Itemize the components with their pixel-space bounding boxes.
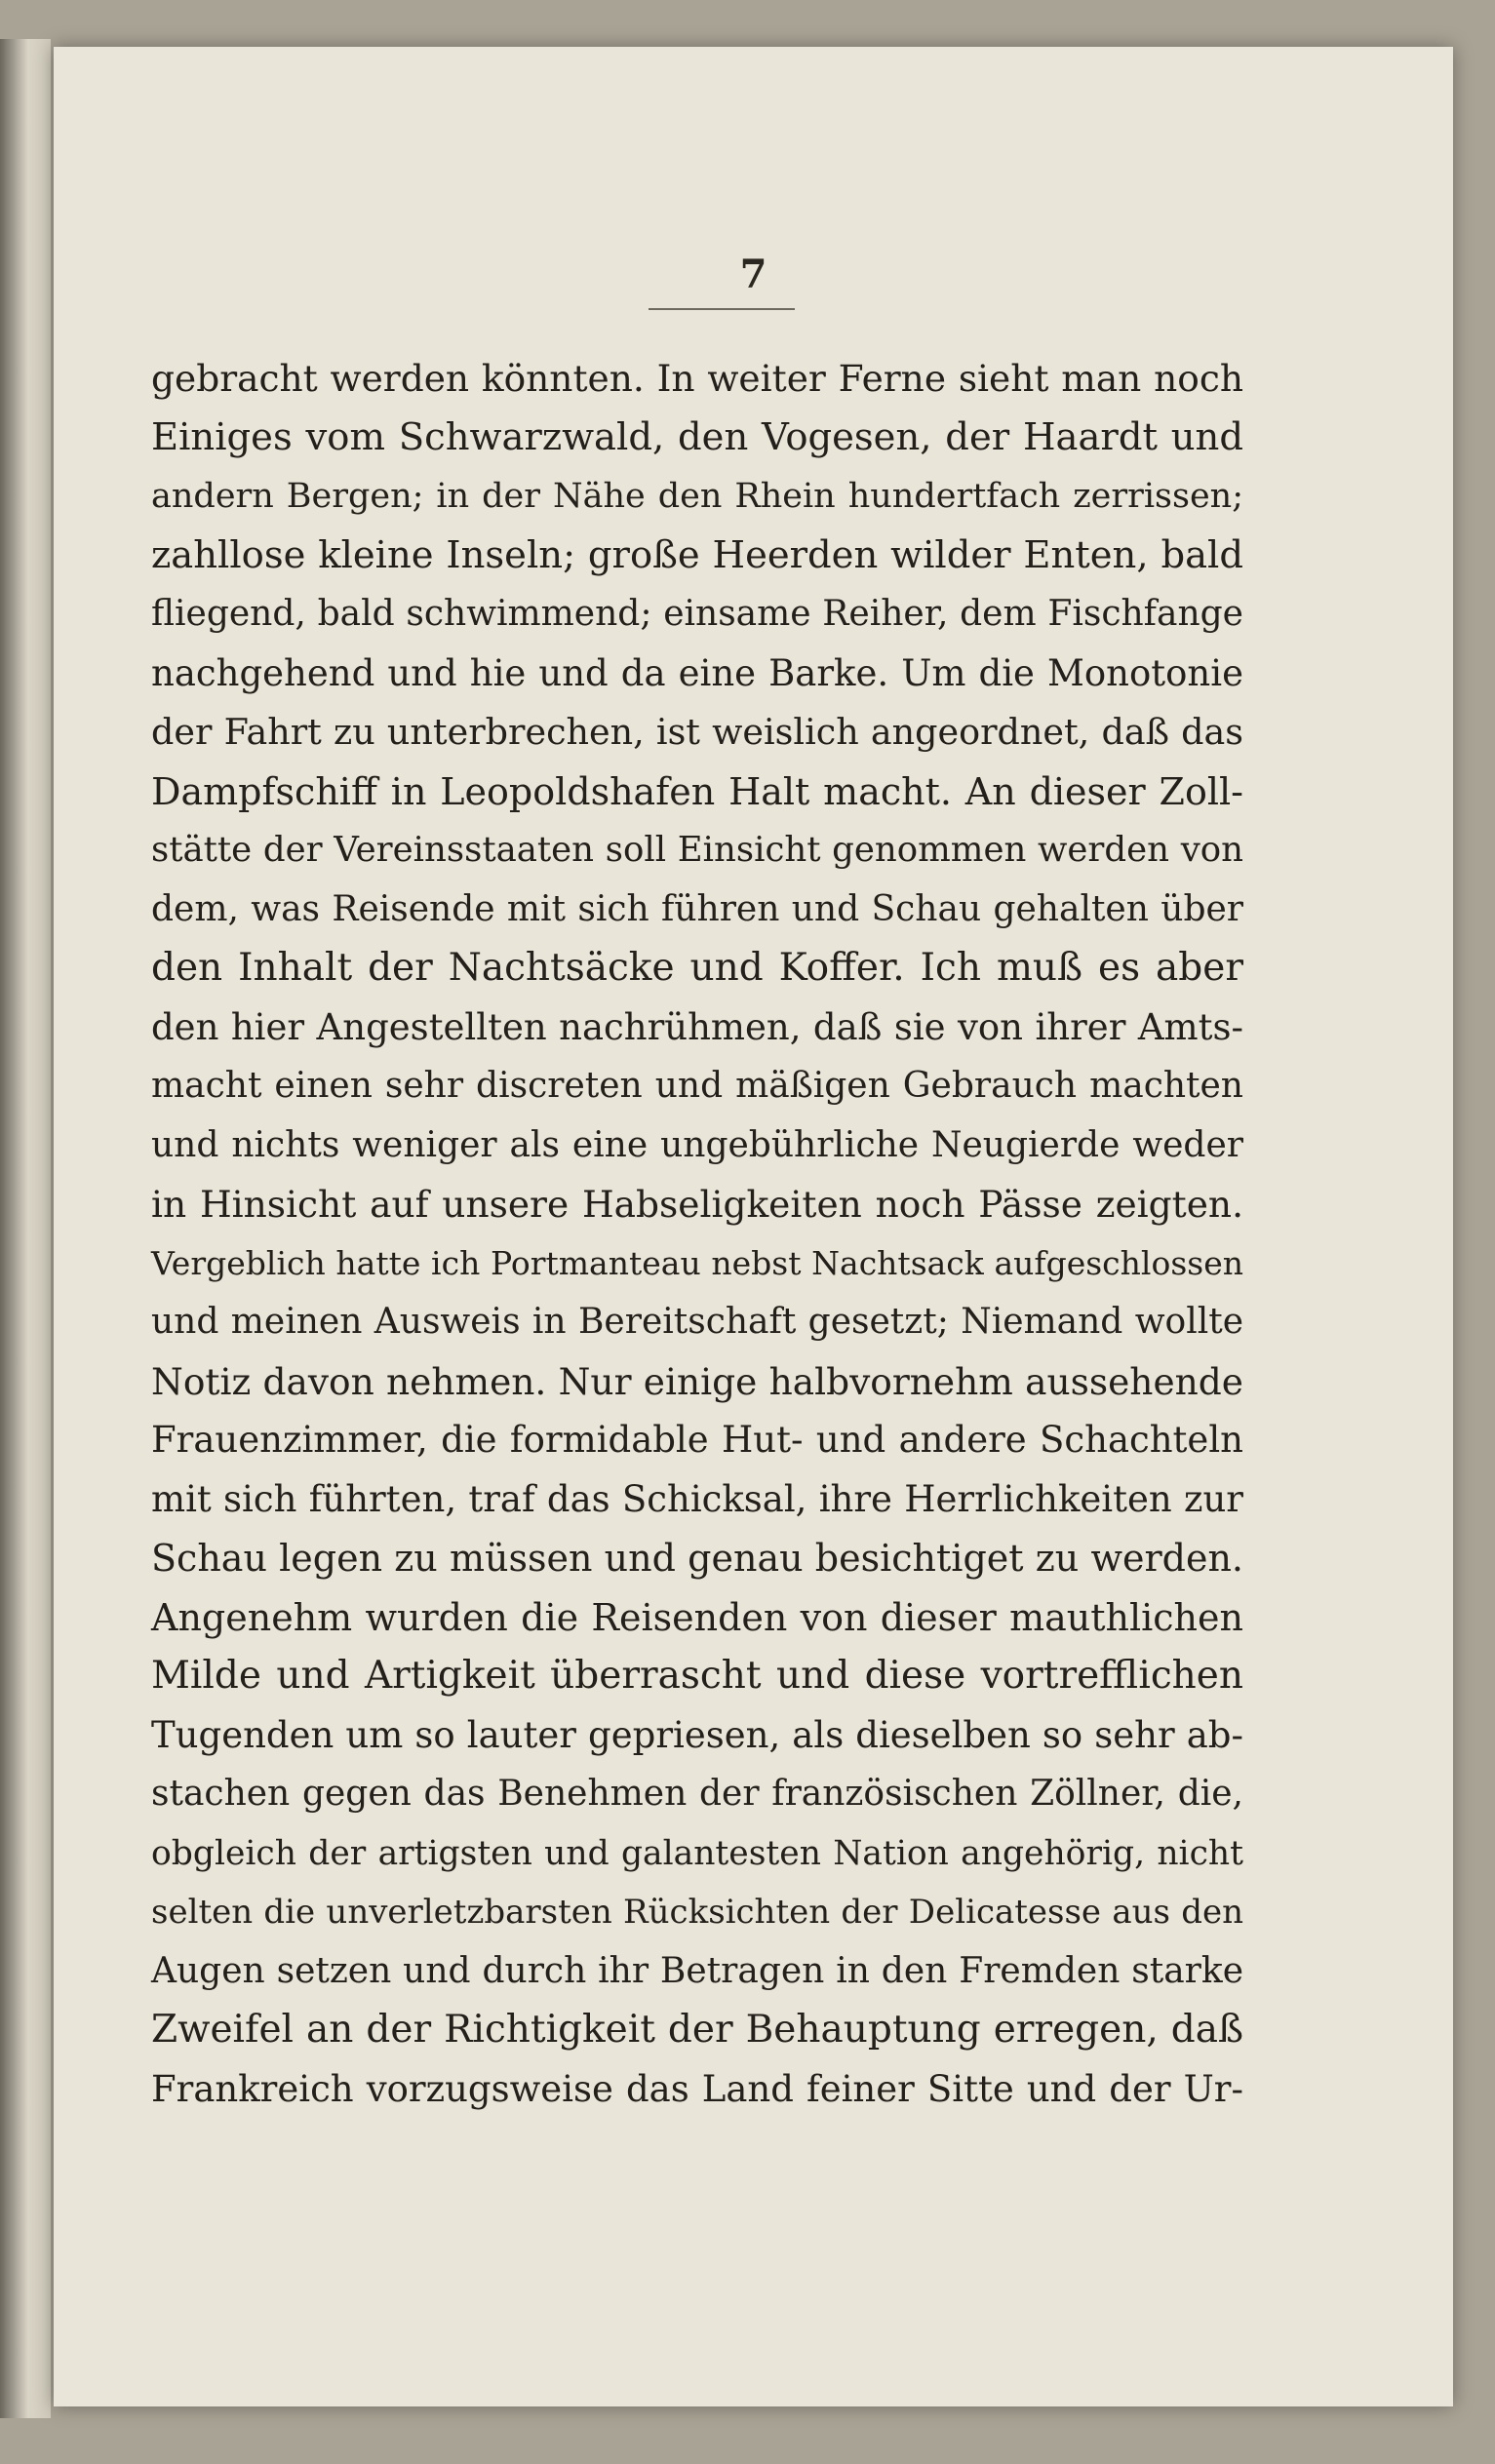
text-line: zahllose kleine Inseln; große Heerden wilder Enten, bald: [151, 532, 1243, 577]
text-line: dem, was Reisende mit sich führen und Schau gehalten über: [151, 888, 1243, 929]
text-line: und nichts weniger als eine ungebührliche Neugierde weder: [151, 1124, 1243, 1165]
text-line: Dampfschiff in Leopoldshafen Halt macht. An dieser Zoll-: [151, 769, 1243, 813]
text-line: obgleich der artigsten und galantesten Nation angehörig, nicht: [151, 1833, 1243, 1873]
text-line: nachgehend und hie und da eine Barke. Um die Monotonie: [151, 651, 1243, 694]
text-line: Augen setzen und durch ihr Betragen in den Fremden starke: [151, 1950, 1243, 1991]
text-line: Zweifel an der Richtigkeit der Behauptung erregen, daß: [151, 2008, 1243, 2052]
text-line: in Hinsicht auf unsere Habseligkeiten noch Pässe zeigten.: [151, 1183, 1243, 1226]
facing-page-edge: [0, 39, 51, 2418]
page-number: 7: [739, 252, 767, 297]
text-line: fliegend, bald schwimmend; einsame Reiher, dem Fischfange: [151, 594, 1243, 634]
text-line: mit sich führten, traf das Schicksal, ihre Herrlichkeiten zur: [151, 1477, 1243, 1520]
text-line: stätte der Vereinsstaaten soll Einsicht genommen werden von: [151, 830, 1243, 870]
text-line: stachen gegen das Benehmen der französischen Zöllner, die,: [151, 1774, 1243, 1814]
text-line: Notiz davon nehmen. Nur einige halbvornehm aussehende: [151, 1359, 1243, 1403]
text-line: macht einen sehr discreten und mäßigen Gebrauch machten: [151, 1066, 1243, 1106]
text-line: andern Bergen; in der Nähe den Rhein hundertfach zerrissen;: [151, 477, 1243, 516]
text-line: Frauenzimmer, die formidable Hut- und andere Schachteln: [151, 1419, 1243, 1461]
text-line: selten die unverletzbarsten Rücksichten der Delicatesse aus den: [151, 1893, 1243, 1932]
text-line: gebracht werden könnten. In weiter Ferne sieht man noch: [151, 357, 1243, 400]
body-text: [151, 349, 1243, 2119]
text-line: Einiges vom Schwarzwald, den Vogesen, der Haardt und: [151, 414, 1243, 459]
text-line: der Fahrt zu unterbrechen, ist weislich angeordnet, daß das: [151, 711, 1243, 753]
text-line: den hier Angestellten nachrühmen, daß sie von ihrer Amts-: [151, 1005, 1243, 1048]
text-line: den Inhalt der Nachtsäcke und Koffer. Ich muß es aber: [151, 946, 1243, 990]
page-number-rule: [649, 308, 795, 310]
text-line: Frankreich vorzugsweise das Land feiner Sitte und der Ur-: [151, 2067, 1243, 2110]
book-page: [54, 47, 1453, 2406]
text-line: Schau legen zu müssen und genau besichtiget zu werden.: [151, 1537, 1243, 1580]
text-line: Vergeblich hatte ich Portmanteau nebst Nachtsack aufgeschlossen: [151, 1243, 1243, 1282]
text-line: Tugenden um so lauter gepriesen, als dieselben so sehr ab-: [151, 1713, 1243, 1756]
text-line: Angenehm wurden die Reisenden von dieser mauthlichen: [151, 1595, 1243, 1639]
text-line: und meinen Ausweis in Bereitschaft gesetzt; Niemand wollte: [151, 1302, 1243, 1342]
text-line: Milde und Artigkeit überrascht und diese vortrefflichen: [151, 1654, 1243, 1698]
